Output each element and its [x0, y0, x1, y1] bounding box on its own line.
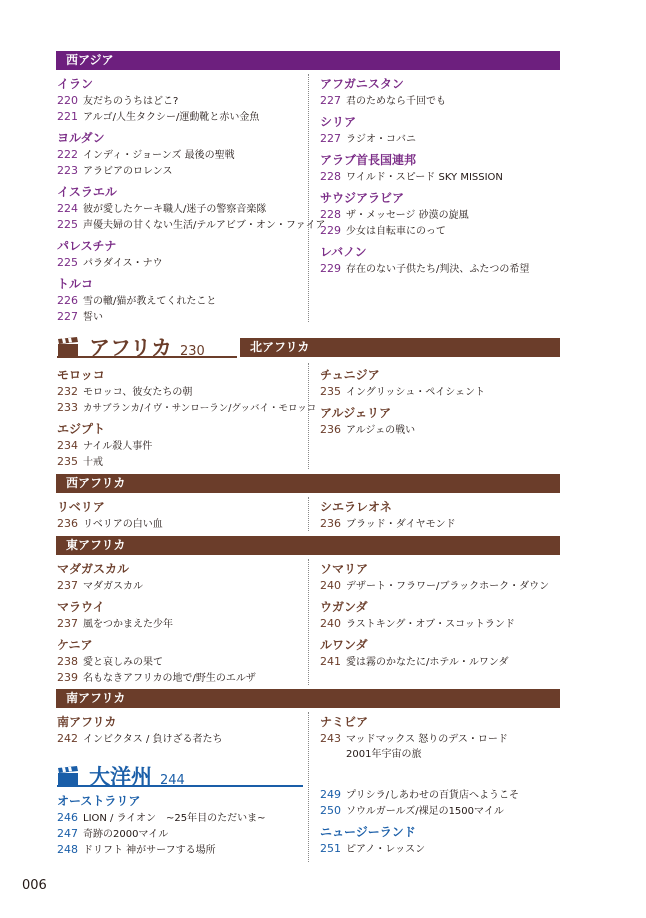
film-entry	[320, 516, 560, 532]
film-title: 奇跡の2000マイル	[83, 829, 169, 840]
film-entry	[57, 293, 297, 309]
film-entry	[320, 422, 560, 438]
film-title: 風をつかまえた少年	[83, 619, 173, 630]
heading-underline	[57, 356, 237, 358]
film-title: 声優夫婦の甘くない生活/テルアビブ・オン・ファイア	[83, 220, 326, 231]
page-ref: 234	[57, 439, 78, 452]
page-ref: 227	[320, 132, 341, 145]
film-title: LION / ライオン ~25年目のただいま~	[83, 813, 266, 824]
film-title: ピアノ・レッスン	[346, 844, 426, 855]
page-ref: 228	[320, 208, 341, 221]
page-ref: 226	[57, 294, 78, 307]
film-entry	[57, 670, 297, 686]
film-entry	[320, 384, 560, 400]
page-ref: 235	[57, 455, 78, 468]
film-entry	[57, 516, 297, 532]
oceania-right	[320, 787, 560, 857]
film-title: ブラッド・ダイヤモンド	[346, 519, 456, 530]
film-title: ザ・メッセージ 砂漠の旋風	[346, 210, 469, 221]
film-entry	[57, 400, 317, 416]
heading-underline	[57, 785, 303, 787]
clapperboard-icon	[57, 337, 79, 357]
page-ref: 225	[57, 218, 78, 231]
film-title: 愛は霧のかなたに/ホテル・ルワンダ	[346, 657, 509, 668]
country-algeria: アルジェリア	[320, 406, 391, 420]
page-ref: 243	[320, 732, 341, 745]
section-bar-north-africa: 北アフリカ	[240, 338, 560, 357]
page-ref: 232	[57, 385, 78, 398]
film-entry	[57, 578, 297, 594]
country-sierra-leone: シエラレオネ	[320, 500, 392, 514]
film-entry	[57, 384, 297, 400]
page-ref: 240	[320, 617, 341, 630]
film-title: 2001年宇宙の旅	[346, 749, 422, 760]
country-tunisia: チュニジア	[320, 368, 380, 382]
country-egypt: エジプト	[57, 422, 106, 436]
film-entry	[320, 261, 560, 277]
section-bar-east-africa: 東アフリカ	[56, 536, 560, 555]
film-title: 愛と哀しみの果て	[83, 657, 163, 668]
country-new-zealand: ニュージーランド	[320, 825, 416, 839]
film-title: 十戒	[83, 457, 103, 468]
film-title: インディ・ジョーンズ 最後の聖戦	[83, 150, 235, 161]
section-bar-west-africa: 西アフリカ	[56, 474, 560, 493]
page-ref: 242	[57, 732, 78, 745]
film-title: アルゴ/人生タクシー/運動靴と赤い金魚	[83, 112, 260, 123]
film-entry	[57, 438, 297, 454]
film-title: モロッコ、彼女たちの朝	[83, 387, 193, 398]
film-entry	[57, 731, 297, 747]
south-africa-left	[57, 713, 297, 747]
film-title: 友だちのうちはどこ?	[83, 96, 179, 107]
film-entry	[57, 454, 297, 470]
column-divider	[308, 712, 309, 862]
country-madagascar: マダガスカル	[57, 562, 130, 576]
film-title: デザート・フラワー/ブラックホーク・ダウン	[346, 581, 550, 592]
country-palestine: パレスチナ	[57, 239, 117, 253]
film-entry	[57, 654, 297, 670]
page-ref: 236	[57, 517, 78, 530]
film-title: マッドマックス 怒りのデス・ロード	[346, 734, 508, 745]
film-entry	[57, 255, 297, 271]
film-entry	[57, 842, 297, 858]
film-entry	[320, 169, 560, 185]
country-morocco: モロッコ	[57, 368, 105, 382]
film-entry	[57, 616, 297, 632]
page-ref: 240	[320, 579, 341, 592]
film-entry	[57, 810, 297, 826]
region-page: 244	[160, 773, 185, 788]
film-title: ラジオ・コバニ	[346, 134, 416, 145]
country-jordan: ヨルダン	[57, 131, 105, 145]
film-title: リベリアの白い血	[83, 519, 163, 530]
country-uganda: ウガンダ	[320, 600, 368, 614]
film-title: 君のためなら千回でも	[346, 96, 446, 107]
section-bar-west-asia: 西アジア	[56, 51, 560, 70]
film-entry	[57, 147, 297, 163]
film-title: アルジェの戦い	[346, 425, 416, 436]
country-liberia: リベリア	[57, 500, 105, 514]
page-ref: 236	[320, 423, 341, 436]
film-entry	[320, 207, 560, 223]
page-ref: 227	[57, 310, 78, 323]
film-title: インビクタス / 負けざる者たち	[83, 734, 223, 745]
country-turkey: トルコ	[57, 277, 94, 291]
column-divider	[308, 559, 309, 685]
country-australia: オーストラリア	[57, 794, 141, 808]
country-saudi-arabia: サウジアラビア	[320, 191, 405, 205]
film-entry	[57, 217, 326, 233]
country-south-africa: 南アフリカ	[57, 715, 117, 729]
film-title: 彼が愛したケーキ職人/迷子の警察音楽隊	[83, 204, 267, 215]
film-title: 誓い	[83, 312, 103, 323]
page-ref: 229	[320, 262, 341, 275]
film-entry-continuation	[320, 747, 560, 763]
film-title: カサブランカ/イヴ・サンローラン/グッバイ・モロッコ	[83, 403, 317, 414]
west-asia-right	[320, 75, 560, 277]
page-ref: 247	[57, 827, 78, 840]
page-ref: 223	[57, 164, 78, 177]
country-uae: アラブ首長国連邦	[320, 153, 417, 167]
film-entry	[57, 93, 297, 109]
west-africa-left	[57, 498, 297, 532]
film-entry	[320, 654, 560, 670]
film-entry	[320, 223, 560, 239]
film-entry	[320, 787, 560, 803]
film-entry	[320, 93, 560, 109]
west-africa-right	[320, 498, 560, 532]
region-page: 230	[179, 344, 205, 359]
film-title: マダガスカル	[83, 581, 143, 592]
region-title: アフリカ	[89, 336, 172, 360]
film-entry	[320, 578, 560, 594]
section-bar-south-africa: 南アフリカ	[56, 689, 560, 708]
country-rwanda: ルワンダ	[320, 638, 368, 652]
film-title: アラビアのロレンス	[83, 166, 173, 177]
region-title: 大洋州	[89, 765, 152, 789]
film-title: 少女は自転車にのって	[346, 226, 446, 237]
film-title: 名もなきアフリカの地で/野生のエルザ	[83, 673, 256, 684]
page-ref: 251	[320, 842, 341, 855]
page-ref: 237	[57, 617, 78, 630]
country-malawi: マラウイ	[57, 600, 105, 614]
film-title: ワイルド・スピード SKY MISSION	[346, 172, 503, 183]
page-ref: 235	[320, 385, 341, 398]
page-ref: 229	[320, 224, 341, 237]
page-ref: 246	[57, 811, 78, 824]
west-asia-left	[57, 75, 326, 325]
country-namibia: ナミビア	[320, 715, 369, 729]
film-title: 雪の轍/猫が教えてくれたこと	[83, 296, 217, 307]
country-kenya: ケニア	[57, 638, 93, 652]
film-entry	[320, 616, 560, 632]
film-title: 存在のない子供たち/判決、ふたつの希望	[346, 264, 530, 275]
page-number: 006	[22, 878, 47, 893]
film-entry	[57, 109, 297, 125]
film-title: プリシラ/しあわせの百貨店へようこそ	[346, 790, 519, 801]
country-somalia: ソマリア	[320, 562, 369, 576]
page-ref: 248	[57, 843, 78, 856]
page-ref: 237	[57, 579, 78, 592]
film-entry	[57, 309, 297, 325]
country-israel: イスラエル	[57, 185, 117, 199]
film-title: ソウルガールズ/裸足の1500マイル	[346, 806, 504, 817]
film-title: ラストキング・オブ・スコットランド	[346, 619, 515, 630]
east-africa-left	[57, 560, 297, 686]
column-divider	[308, 497, 309, 531]
east-africa-right	[320, 560, 560, 670]
page-ref: 225	[57, 256, 78, 269]
oceania-left	[57, 792, 297, 858]
page-ref: 228	[320, 170, 341, 183]
page-ref: 249	[320, 788, 341, 801]
page-ref: 239	[57, 671, 78, 684]
page-ref: 221	[57, 110, 78, 123]
film-entry	[57, 163, 297, 179]
page-ref: 222	[57, 148, 78, 161]
film-entry	[320, 131, 560, 147]
country-lebanon: レバノン	[320, 245, 367, 259]
film-title: ドリフト 神がサーフする場所	[83, 845, 216, 856]
country-afghanistan: アフガニスタン	[320, 77, 404, 91]
page-ref: 236	[320, 517, 341, 530]
page-ref: 238	[57, 655, 78, 668]
clapperboard-icon	[57, 766, 79, 786]
country-iran: イラン	[57, 77, 94, 91]
south-africa-right	[320, 713, 560, 763]
north-africa-left	[57, 366, 317, 470]
film-entry	[320, 803, 560, 819]
film-title: パラダイス・ナウ	[83, 258, 163, 269]
film-title: イングリッシュ・ペイシェント	[346, 387, 485, 398]
film-entry	[57, 826, 297, 842]
film-entry	[320, 841, 560, 857]
page-ref: 227	[320, 94, 341, 107]
page-ref: 220	[57, 94, 78, 107]
column-divider	[308, 74, 309, 322]
page-ref: 241	[320, 655, 341, 668]
page-ref: 224	[57, 202, 78, 215]
film-entry	[320, 731, 560, 747]
country-syria: シリア	[320, 115, 357, 129]
page-ref: 233	[57, 401, 78, 414]
column-divider	[308, 363, 309, 469]
north-africa-right	[320, 366, 560, 438]
film-title: ナイル殺人事件	[83, 441, 153, 452]
page-ref: 250	[320, 804, 341, 817]
film-entry	[57, 201, 297, 217]
